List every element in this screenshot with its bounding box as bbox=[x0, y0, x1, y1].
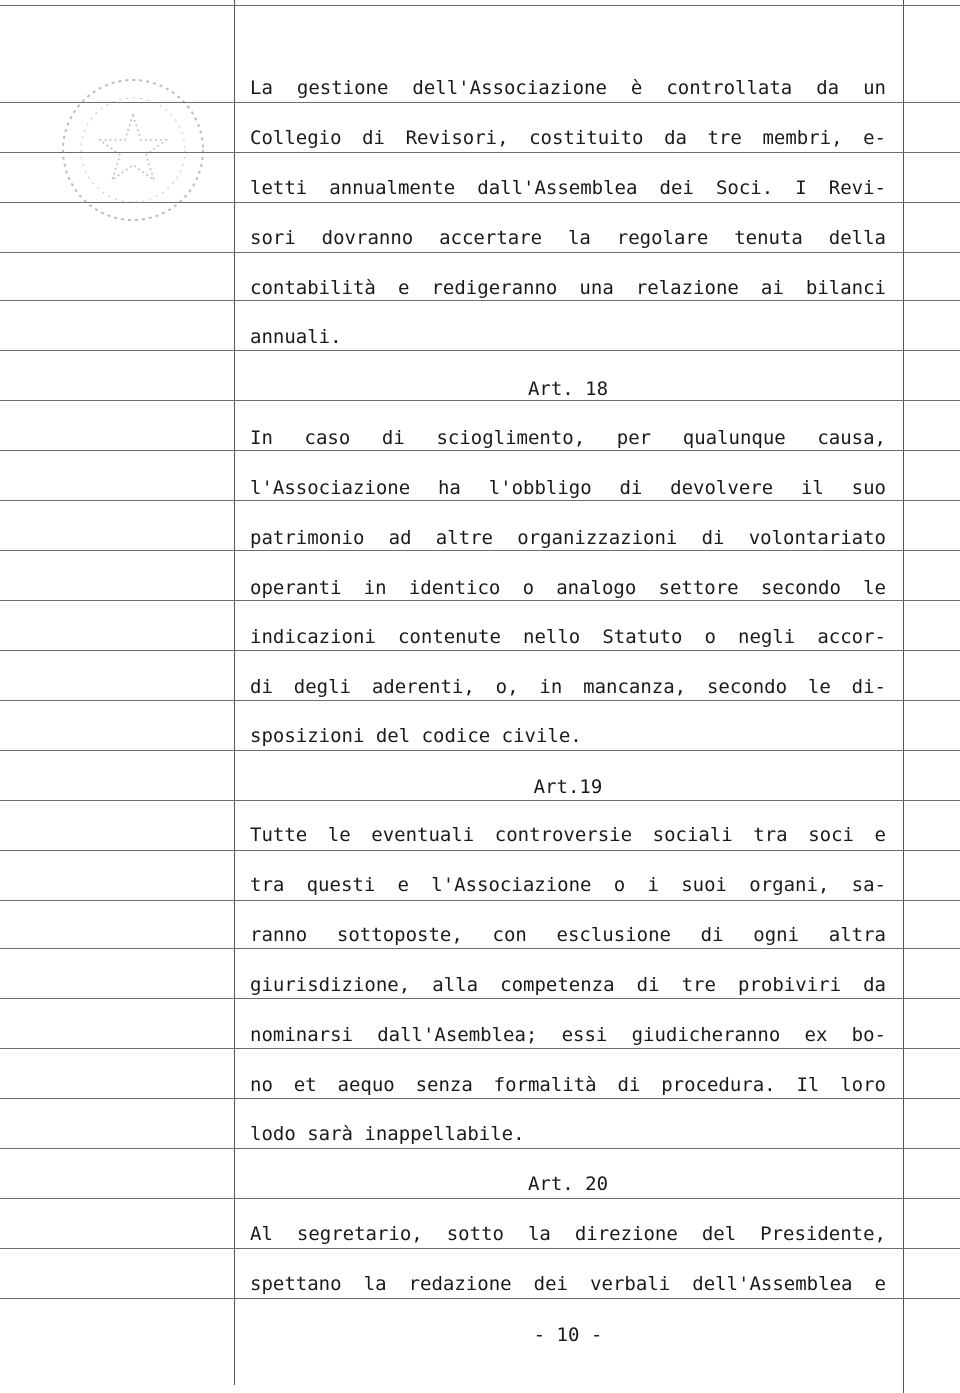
official-seal-stamp bbox=[38, 70, 228, 240]
right-margin-rule bbox=[903, 0, 904, 1393]
article-18-heading: Art. 18 bbox=[527, 378, 609, 400]
text-line: operanti in identico o analogo settore secondo le bbox=[250, 577, 886, 599]
text-line: La gestione dell'Associazione è controllata da un bbox=[250, 77, 886, 99]
text-line: contabilità e redigeranno una relazione ai bilanci bbox=[250, 277, 886, 299]
article-20-heading: Art. 20 bbox=[527, 1173, 609, 1195]
text-line: di degli aderenti, o, in mancanza, secondo le di- bbox=[250, 676, 886, 698]
text-line: sposizioni del codice civile. bbox=[250, 725, 582, 747]
text-line: ranno sottoposte, con esclusione di ogni altra bbox=[250, 924, 886, 946]
text-line: annuali. bbox=[250, 326, 342, 348]
text-line: tra questi e l'Associazione o i suoi organi, sa- bbox=[250, 874, 886, 896]
text-line: indicazioni contenute nello Statuto o negli accor- bbox=[250, 626, 886, 648]
article-19-heading: Art.19 bbox=[533, 776, 603, 798]
text-line: letti annualmente dall'Assemblea dei Soci. I Revi- bbox=[250, 177, 886, 199]
page-number: - 10 - bbox=[533, 1324, 603, 1346]
text-line: Al segretario, sotto la direzione del Presidente, bbox=[250, 1223, 886, 1245]
text-line: In caso di scioglimento, per qualunque causa, bbox=[250, 427, 886, 449]
text-line: Collegio di Revisori, costituito da tre membri, e- bbox=[250, 127, 886, 149]
text-line: giurisdizione, alla competenza di tre probiviri da bbox=[250, 974, 886, 996]
text-line: lodo sarà inappellabile. bbox=[250, 1123, 525, 1145]
text-line: no et aequo senza formalità di procedura. Il loro bbox=[250, 1074, 886, 1096]
text-line: Tutte le eventuali controversie sociali tra soci e bbox=[250, 824, 886, 846]
text-line: sori dovranno accertare la regolare tenuta della bbox=[250, 227, 886, 249]
text-line: patrimonio ad altre organizzazioni di volontariato bbox=[250, 527, 886, 549]
left-margin-rule bbox=[234, 0, 235, 1385]
text-line: nominarsi dall'Asemblea; essi giudicheranno ex bo- bbox=[250, 1024, 886, 1046]
text-line: l'Associazione ha l'obbligo di devolvere il suo bbox=[250, 477, 886, 499]
text-line: spettano la redazione dei verbali dell'Assemblea e bbox=[250, 1273, 886, 1295]
